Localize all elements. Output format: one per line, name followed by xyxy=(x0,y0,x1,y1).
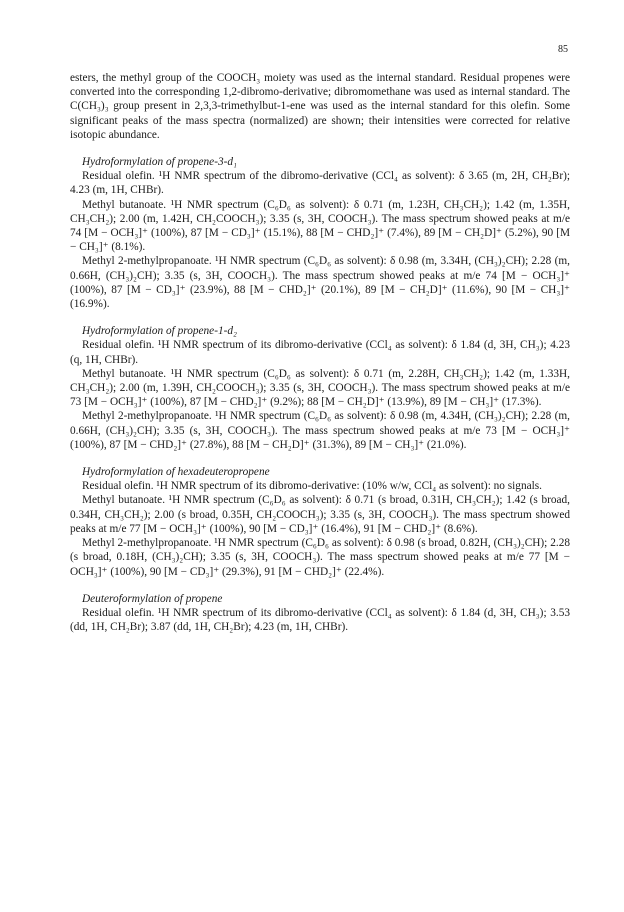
section-propene-1-d2 xyxy=(70,324,570,452)
paragraph-methyl-butanoate: Methyl butanoate. ¹H NMR spectrum (C₆D₆ as solvent): δ 0.71 (m, 1.23H, CH₃CH₂); 1.42 (m, 1.35H, CH₃CH₂); 2.00 (m, 1.42H, CH₂COOCH₃); 3.35 (s, 3H, COOCH₃). The mass spectrum showed peaks at m/e 74 [M − OCH₃]⁺ (100%), 87 [M − CD₃]⁺ (15.1%), 88 [M − CHD₂]⁺ (7.4%), 89 [M − CH₂D]⁺ (5.2%), 90 [M − CH₃]⁺ (8.1%). xyxy=(70,198,570,254)
paragraph-methyl-2-methylpropanoate: Methyl 2-methylpropanoate. ¹H NMR spectrum (C₆D₆ as solvent): δ 0.98 (s broad, 0.82H, (CH₃)₂CH); 2.28 (s broad, 0.18H, (CH₃)₂CH); 3.35 (s, 3H, COOCH₃). The mass spectrum showed peaks at m/e 77 [M − OCH₃]⁺ (100%), 90 [M − CD₃]⁺ (29.3%), 91 [M − CHD₂]⁺ (22.4%). xyxy=(70,537,570,578)
section-deuteroformylation xyxy=(70,592,570,635)
page-number: 85 xyxy=(558,44,568,55)
paragraph-methyl-2-methylpropanoate: Methyl 2-methylpropanoate. ¹H NMR spectrum (C₆D₆ as solvent): δ 0.98 (m, 3.34H, (CH₃)₂CH); 2.28 (m, 0.66H, (CH₃)₂CH); 3.35 (s, 3H, COOCH₃). The mass spectrum showed peaks at m/e 74 [M − OCH₃]⁺ (100%), 87 [M − CD₃]⁺ (23.9%), 88 [M − CHD₂]⁺ (20.1%), 89 [M − CH₂D]⁺ (11.6%), 90 [M − CH₃]⁺ (16.9%). xyxy=(70,255,570,311)
section-heading: Hydroformylation of propene-3-d₁ xyxy=(82,156,237,169)
section-propene-3-d1 xyxy=(70,155,570,311)
paragraph-methyl-butanoate: Methyl butanoate. ¹H NMR spectrum (C₆D₆ as solvent): δ 0.71 (m, 2.28H, CH₃CH₂); 1.42 (m, 1.33H, CH₃CH₂); 2.00 (m, 1.39H, CH₂COOCH₃); 3.35 (s, 3H, COOCH₃). The mass spectrum showed peaks at m/e 73 [M − OCH₃]⁺ (100%), 87 [M − CHD₂]⁺ (9.2%); 88 [M − CH₂D]⁺ (13.9%), 89 [M − CH₃]⁺ (17.3%). xyxy=(70,367,570,409)
paragraph-residual-olefin: Residual olefin. ¹H NMR spectrum of its dibromo-derivative: (10% w/w, CCl₄ as solvent): no signals. xyxy=(82,480,542,493)
paragraph-residual-olefin: Residual olefin. ¹H NMR spectrum of the dibromo-derivative (CCl₄ as solvent): δ 3.65 (m, 2H, CH₂Br); 4.23 (m, 1H, CHBr). xyxy=(70,170,570,197)
paragraph-residual-olefin: Residual olefin. ¹H NMR spectrum of its dibromo-derivative (CCl₄ as solvent): δ 1.84 (d, 3H, CH₃); 3.53 (dd, 1H, CH₂Br); 3.87 (dd, 1H, CH₂Br); 4.23 (m, 1H, CHBr). xyxy=(70,606,570,634)
section-heading: Hydroformylation of hexadeuteropropene xyxy=(82,466,270,479)
paragraph-residual-olefin: Residual olefin. ¹H NMR spectrum of its dibromo-derivative (CCl₄ as solvent): δ 1.84 (d, 3H, CH₃); 4.23 (q, 1H, CHBr). xyxy=(70,339,570,366)
section-heading: Hydroformylation of propene-1-d₂ xyxy=(82,325,237,338)
section-hexadeuteropropene xyxy=(70,465,570,579)
paragraph-methyl-butanoate: Methyl butanoate. ¹H NMR spectrum (C₆D₆ as solvent): δ 0.71 (s broad, 0.31H, CH₃CH₂); 1.42 (s broad, 0.34H, CH₃CH₂); 2.00 (s broad, 0.35H, CH₂COOCH₃); 3.35 (s, 3H, COOCH₃). The mass spectrum showed peaks at m/e 77 [M − OCH₃]⁺ (100%), 90 [M − CD₃]⁺ (16.4%), 91 [M − CHD₂]⁺ (8.6%). xyxy=(70,494,570,535)
paragraph-methyl-2-methylpropanoate: Methyl 2-methylpropanoate. ¹H NMR spectrum (C₆D₆ as solvent): δ 0.98 (m, 4.34H, (CH₃)₂CH); 2.28 (m, 0.66H, (CH₃)₂CH); 3.35 (s, 3H, COOCH₃). The mass spectrum showed peaks at m/e 73 [M − OCH₃]⁺ (100%), 87 [M − CHD₂]⁺ (27.8%), 88 [M − CH₂D]⁺ (31.3%), 89 [M − CH₃]⁺ (21.0%). xyxy=(70,410,570,451)
section-heading: Deuteroformylation of propene xyxy=(82,592,223,605)
intro-paragraph: esters, the methyl group of the COOCH₃ moiety was used as the internal standard. Residual propenes were converted into the corresponding 1,2-dibromo-derivative; dibromomethane was used as internal standard. The C(CH₃)₃ group present in 2,3,3-trimethylbut-1-ene was used as the internal standard for this olefin. Some significant peaks of the mass spectra (normalized) are shown; their intensities were corrected for relative isotopic abundance. xyxy=(70,72,570,141)
body-text xyxy=(70,71,570,634)
